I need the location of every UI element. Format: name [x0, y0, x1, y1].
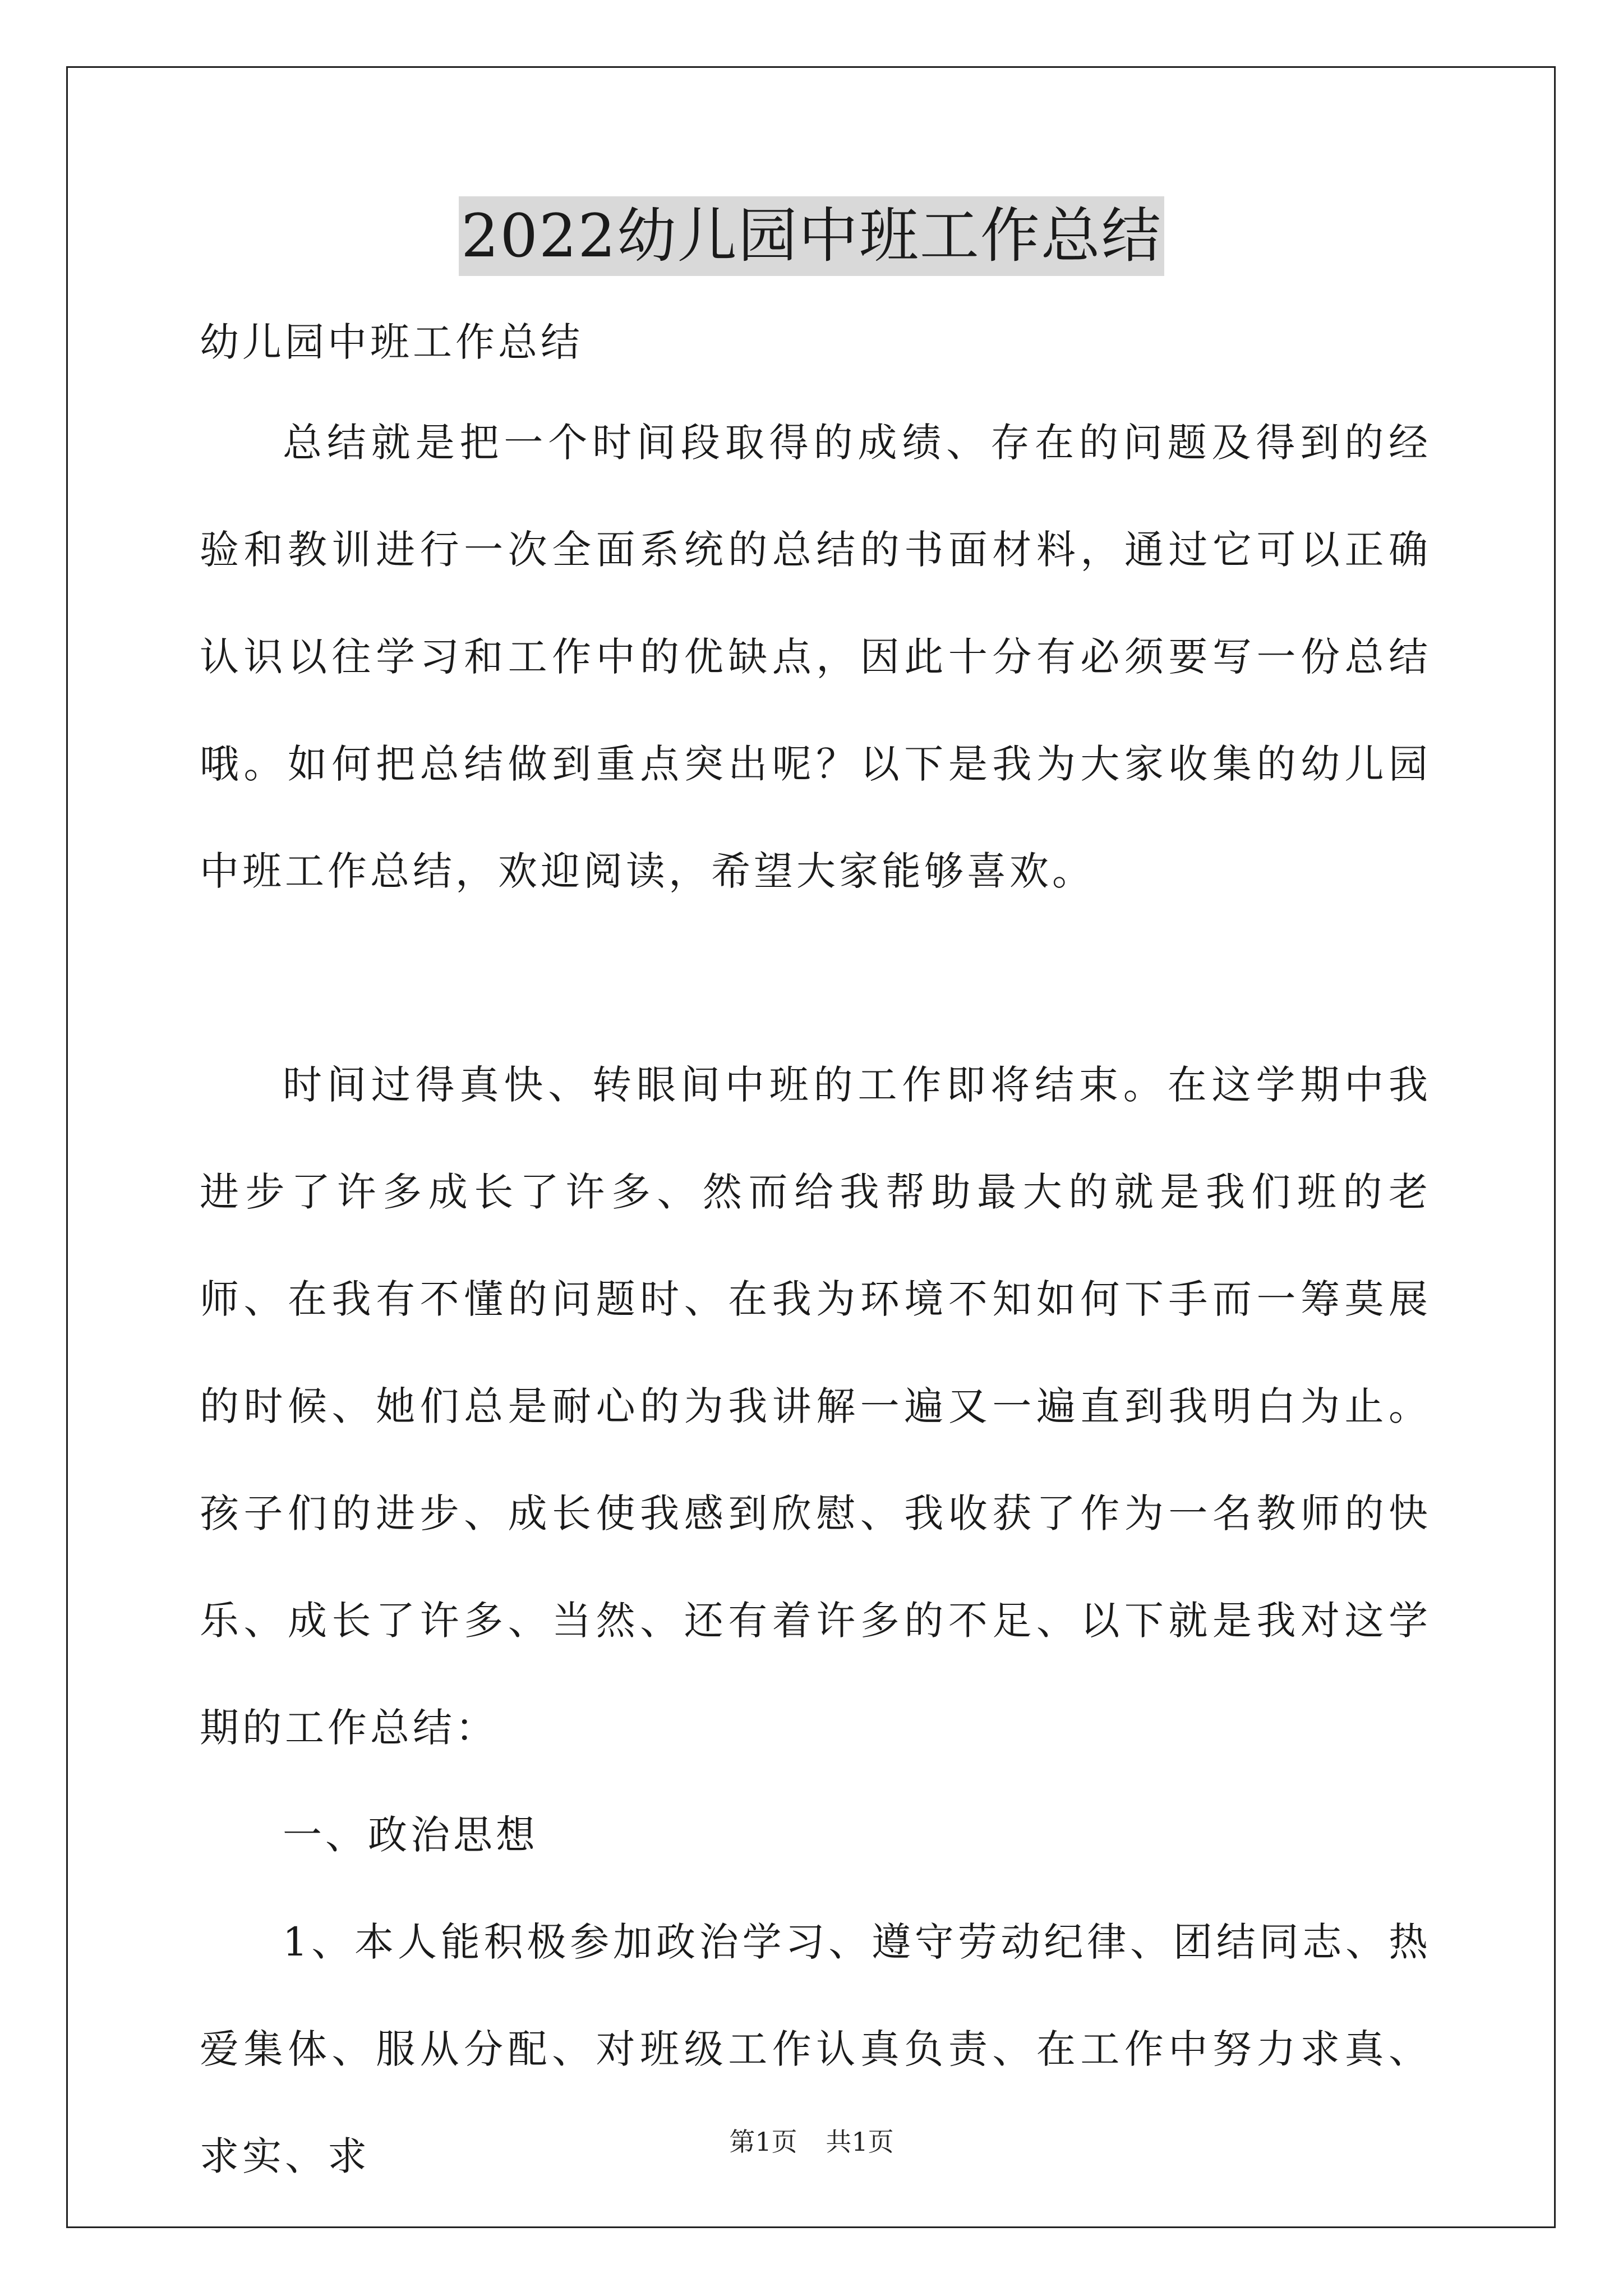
paragraph-item-1: 1、本人能积极参加政治学习、遵守劳动纪律、团结同志、热爱集体、服从分配、对班级工作认真负责、在工作中努力求真、求实、求	[200, 1919, 1431, 2179]
document-title: 2022幼儿园中班工作总结	[459, 196, 1164, 276]
paragraph-main: 时间过得真快、转眼间中班的工作即将结束。在这学期中我进步了许多成长了许多、然而给我帮助最大的就是我们班的老师、在我有不懂的问题时、在我为环境不知如何下手而一筹莫展的时候、她们总是耐心的为我讲解一遍又一遍直到我明白为止。孩子们的进步、成长使我感到欣慰、我收获了作为一名教师的快乐、成长了许多、当然、还有着许多的不足、以下就是我对这学期的工作总结：	[200, 1062, 1431, 1751]
document-subtitle: 幼儿园中班工作总结	[200, 319, 583, 365]
page-footer	[0, 2125, 1623, 2159]
paragraph-gap	[200, 925, 1431, 1032]
page-number-total: 共1页	[826, 2127, 894, 2157]
page-number-current: 第1页	[729, 2127, 797, 2157]
document-body	[200, 314, 1431, 2210]
section-heading: 一、政治思想	[283, 1812, 538, 1858]
title-container	[0, 196, 1623, 276]
paragraph-intro: 总结就是把一个时间段取得的成绩、存在的问题及得到的经验和教训进行一次全面系统的总结的书面材料，通过它可以正确认识以往学习和工作中的优缺点，因此十分有必须要写一份总结哦。如何把总结做到重点突出呢？以下是我为大家收集的幼儿园中班工作总结，欢迎阅读，希望大家能够喜欢。	[200, 420, 1431, 894]
